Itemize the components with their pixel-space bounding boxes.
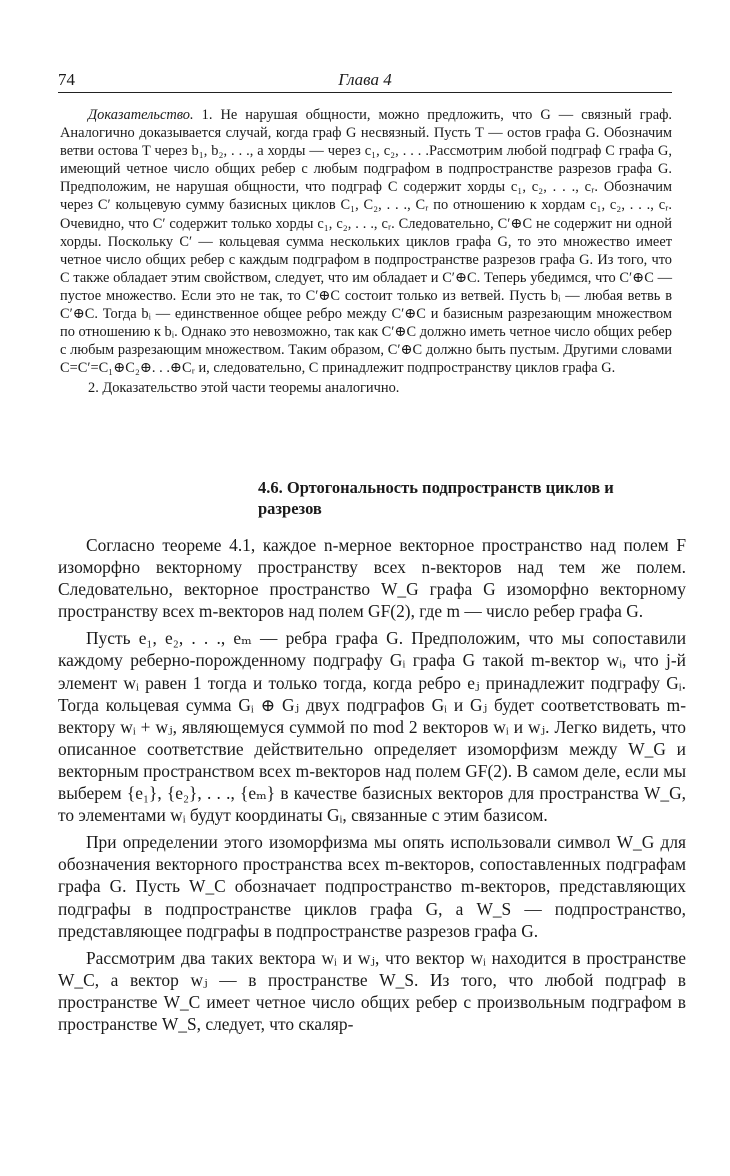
body-paragraph-3: При определении этого изоморфизма мы опять использовали символ W_G для обозначения векторного пространства всех m-векторов, сопоставленных подграфам графа G. Пусть W_C обозначает подпространство m-векторов, представляющих подграфы в подпространстве циклов графа G, а W_S — подпространство, представляющее подграфы в подпространстве разрезов графа G. bbox=[58, 832, 686, 941]
page-number: 74 bbox=[58, 70, 75, 89]
section-heading: 4.6. Ортогональность подпространств циклов и разрезов bbox=[258, 478, 614, 518]
body-paragraph-4: Рассмотрим два таких вектора wᵢ и wⱼ, что вектор wᵢ находится в пространстве W_C, а вектор wⱼ — в пространстве W_S. Из того, что любой подграф в пространстве W_C имеет четное число общих ребер с произвольным подграфом в пространстве W_S, следует, что скаляр- bbox=[58, 947, 686, 1034]
running-header bbox=[58, 70, 672, 93]
proof-paragraph-2: 2. Доказательство этой части теоремы аналогично. bbox=[88, 380, 400, 397]
proof-block bbox=[60, 106, 672, 398]
body-paragraph-2: Пусть e₁, e₂, . . ., eₘ — ребра графа G. Предположим, что мы сопоставили каждому реберно-порожденному подграфу Gᵢ графа G такой m-вектор wᵢ, что j-й элемент wᵢ равен 1 тогда и только тогда, когда ребро eⱼ принадлежит подграфу Gᵢ. Тогда кольцевая сумма Gᵢ ⊕ Gⱼ двух подграфов Gᵢ и Gⱼ будет соответствовать m-вектору wᵢ + wⱼ, являющемуся суммой по mod 2 векторов wᵢ и wⱼ. Легко видеть, что описанное соответствие действительно определяет изоморфизм между W_G и векторным пространством всех m-векторов над полем GF(2). В самом деле, если мы выберем {e₁}, {e₂}, . . ., {eₘ} в качестве базисных векторов для пространства W_G, то элементами wᵢ будут координаты Gᵢ, связанные с этим базисом. bbox=[58, 628, 686, 826]
body-paragraph-1: Согласно теореме 4.1, каждое n-мерное векторное пространство над полем F изоморфно векторному пространству всех n-векторов над тем же полем. Следовательно, векторное пространство W_G графа G изоморфно векторному пространству всех m-векторов над полем GF(2), где m — число ребер графа G. bbox=[58, 535, 686, 622]
proof-paragraph-1 bbox=[60, 106, 672, 377]
chapter-title: Глава 4 bbox=[338, 70, 392, 89]
proof-text: 1. Не нарушая общности, можно предложить, что G — связный граф. Аналогично доказывается случай, когда граф G несвязный. Пусть T — остов графа G. Обозначим ветви остова T через b₁, b₂, . . ., а хорды — через c₁, c₂, . . . .Рассмотрим любой подграф C графа G, имеющий четное число общих ребер с любым подграфом в подпространстве разрезов графа G. Предположим, не нарушая общности, что подграф C содержит хорды c₁, c₂, . . ., cᵣ. Обозначим через C′ кольцевую сумму базисных циклов C₁, C₂, . . ., Cᵣ по отношению к хордам c₁, c₂, . . ., cᵣ. Очевидно, что C′ содержит только хорды c₁, c₂, . . ., cᵣ. Следовательно, C′⊕C не содержит ни одной хорды. Поскольку C′ — кольцевая сумма нескольких циклов графа G, то это множество имеет четное число общих ребер с каждым подграфом в подпространстве разрезов графа G. Из того, что C также обладает этим свойством, следует, что им обладает и C′⊕C. Теперь убедимся, что C′⊕C — пустое множество. Если это не так, то C′⊕C состоит только из ветвей. Пусть bᵢ — любая ветвь в C′⊕C. Тогда bᵢ — единственное общее ребро между C′⊕C и базисным разрезающим множеством по отношению к bᵢ. Однако это невозможно, так как C′⊕C должно иметь четное число общих ребер с любым разрезающим множеством. Таким образом, C′⊕C должно быть пустым. Другими словами C=C′=C₁⊕C₂⊕. . .⊕Cᵣ и, следовательно, C принадлежит подпространству циклов графа G. bbox=[60, 107, 672, 377]
proof-lead: Доказательство. bbox=[88, 107, 194, 123]
main-text bbox=[58, 534, 686, 1035]
